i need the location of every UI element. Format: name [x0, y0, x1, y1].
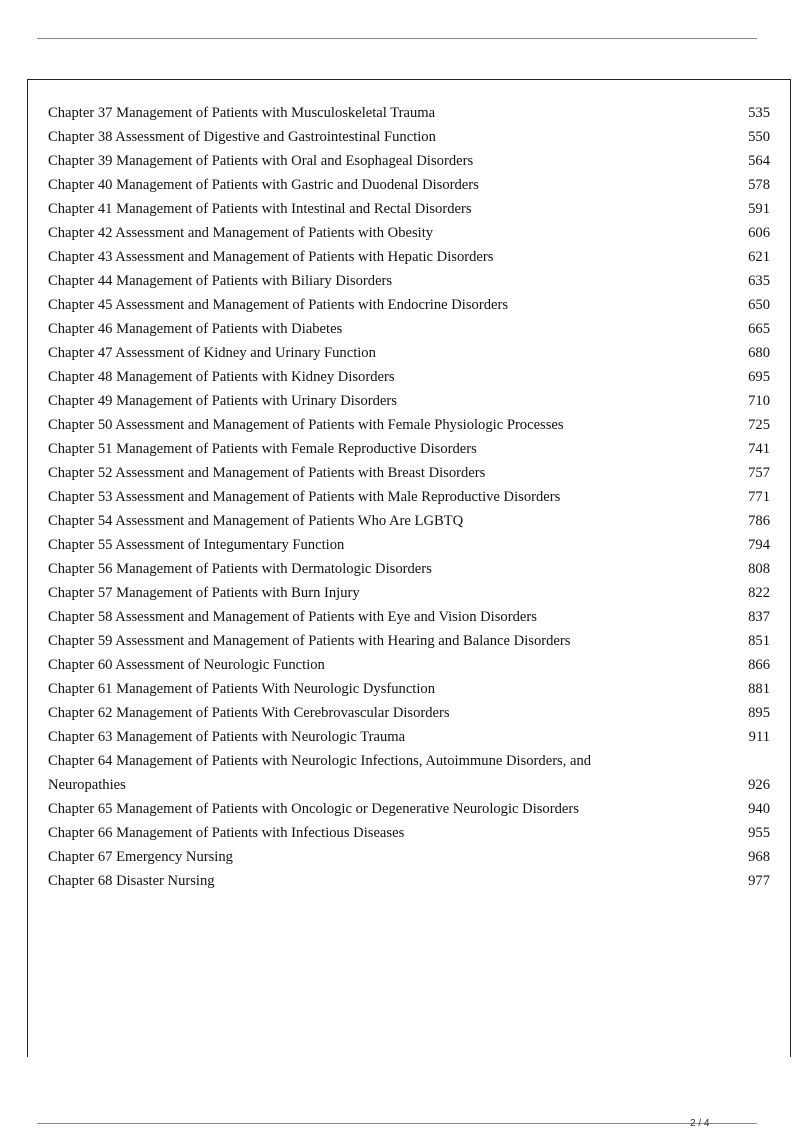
toc-row[interactable] — [48, 245, 770, 269]
toc-title: Chapter 47 Assessment of Kidney and Urinary Function — [48, 345, 376, 361]
toc-title: Chapter 63 Management of Patients with Neurologic Trauma — [48, 729, 406, 745]
toc-row[interactable] — [48, 797, 770, 821]
toc-title: Chapter 67 Emergency Nursing — [48, 849, 233, 865]
toc-title: Chapter 56 Management of Patients with Dermatologic Disorders — [48, 561, 432, 577]
toc-page-number: 786 — [748, 513, 770, 529]
toc-page-number: 591 — [748, 201, 770, 217]
toc-page-number: 710 — [748, 393, 770, 409]
toc-row[interactable] — [48, 341, 770, 365]
toc-page-number: 837 — [748, 609, 770, 625]
toc-row[interactable] — [48, 173, 770, 197]
toc-title: Chapter 60 Assessment of Neurologic Function — [48, 657, 325, 673]
toc-row[interactable] — [48, 749, 770, 797]
toc-title: Chapter 68 Disaster Nursing — [48, 873, 215, 889]
toc-title: Chapter 59 Assessment and Management of Patients with Hearing and Balance Disorders — [48, 633, 571, 649]
toc-title: Chapter 55 Assessment of Integumentary Function — [48, 537, 345, 553]
toc-row[interactable] — [48, 653, 770, 677]
toc-page-number: 881 — [748, 681, 770, 697]
toc-row[interactable] — [48, 725, 770, 749]
toc-title: Chapter 37 Management of Patients with Musculoskeletal Trauma — [48, 105, 436, 121]
toc-row[interactable] — [48, 413, 770, 437]
toc-page-number: 955 — [748, 825, 770, 841]
toc-row[interactable] — [48, 221, 770, 245]
toc-title: Chapter 53 Assessment and Management of Patients with Male Reproductive Disorders — [48, 489, 561, 505]
toc-page-number: 940 — [748, 801, 770, 817]
table-of-contents — [48, 101, 770, 893]
toc-row[interactable] — [48, 437, 770, 461]
toc-page-number: 695 — [748, 369, 770, 385]
toc-page-number: 665 — [748, 321, 770, 337]
toc-title: Chapter 50 Assessment and Management of Patients with Female Physiologic Processes — [48, 417, 564, 433]
toc-title: Chapter 42 Assessment and Management of Patients with Obesity — [48, 225, 434, 241]
footer-rule — [37, 1123, 757, 1124]
toc-row[interactable] — [48, 629, 770, 653]
toc-row[interactable] — [48, 677, 770, 701]
toc-row[interactable] — [48, 389, 770, 413]
toc-row[interactable] — [48, 461, 770, 485]
toc-row[interactable] — [48, 197, 770, 221]
toc-title: Chapter 66 Management of Patients with Infectious Diseases — [48, 825, 405, 841]
toc-page-number: 926 — [748, 777, 770, 793]
toc-row[interactable] — [48, 269, 770, 293]
toc-title: Chapter 46 Management of Patients with Diabetes — [48, 321, 343, 337]
toc-page-number: 621 — [748, 249, 770, 265]
toc-title: Chapter 38 Assessment of Digestive and Gastrointestinal Function — [48, 129, 436, 145]
toc-page-number: 968 — [748, 849, 770, 865]
toc-row[interactable] — [48, 101, 770, 125]
toc-page-number: 741 — [748, 441, 770, 457]
toc-row[interactable] — [48, 605, 770, 629]
toc-page-number: 680 — [748, 345, 770, 361]
toc-page-number: 771 — [748, 489, 770, 505]
toc-row[interactable] — [48, 701, 770, 725]
toc-row[interactable] — [48, 365, 770, 389]
toc-title: Chapter 58 Assessment and Management of Patients with Eye and Vision Disorders — [48, 609, 537, 625]
toc-page-number: 725 — [748, 417, 770, 433]
toc-page-number: 911 — [748, 729, 770, 745]
toc-row[interactable] — [48, 845, 770, 869]
toc-page-number: 794 — [748, 537, 770, 553]
toc-row[interactable] — [48, 821, 770, 845]
toc-page-number: 866 — [748, 657, 770, 673]
toc-title: Chapter 40 Management of Patients with Gastric and Duodenal Disorders — [48, 177, 479, 193]
toc-page-number: 851 — [748, 633, 770, 649]
toc-title: Chapter 57 Management of Patients with Burn Injury — [48, 585, 360, 601]
toc-page-number: 550 — [748, 129, 770, 145]
toc-page-number: 635 — [748, 273, 770, 289]
toc-page-number: 535 — [748, 105, 770, 121]
toc-title: Chapter 43 Assessment and Management of Patients with Hepatic Disorders — [48, 249, 494, 265]
toc-row[interactable] — [48, 509, 770, 533]
toc-title: Chapter 39 Management of Patients with Oral and Esophageal Disorders — [48, 153, 474, 169]
toc-title: Chapter 41 Management of Patients with Intestinal and Rectal Disorders — [48, 201, 472, 217]
toc-title: Chapter 65 Management of Patients with Oncologic or Degenerative Neurologic Disorders — [48, 801, 579, 817]
toc-title: Chapter 64 Management of Patients with Neurologic Infections, Autoimmune Disorders, and Neuropathies — [48, 753, 592, 793]
toc-title: Chapter 52 Assessment and Management of Patients with Breast Disorders — [48, 465, 486, 481]
toc-row[interactable] — [48, 317, 770, 341]
toc-page-number: 606 — [748, 225, 770, 241]
toc-page-number: 822 — [748, 585, 770, 601]
toc-title: Chapter 51 Management of Patients with Female Reproductive Disorders — [48, 441, 477, 457]
toc-row[interactable] — [48, 533, 770, 557]
toc-row[interactable] — [48, 125, 770, 149]
toc-title: Chapter 44 Management of Patients with Biliary Disorders — [48, 273, 393, 289]
toc-page-number: 808 — [748, 561, 770, 577]
toc-title: Chapter 48 Management of Patients with Kidney Disorders — [48, 369, 395, 385]
toc-page-number: 895 — [748, 705, 770, 721]
toc-title: Chapter 54 Assessment and Management of Patients Who Are LGBTQ — [48, 513, 464, 529]
toc-page-number: 578 — [748, 177, 770, 193]
header-rule — [37, 38, 757, 39]
toc-page-number: 757 — [748, 465, 770, 481]
toc-page-number: 650 — [748, 297, 770, 313]
toc-row[interactable] — [48, 485, 770, 509]
toc-title: Chapter 62 Management of Patients With Cerebrovascular Disorders — [48, 705, 450, 721]
toc-title: Chapter 45 Assessment and Management of Patients with Endocrine Disorders — [48, 297, 509, 313]
toc-page-number: 564 — [748, 153, 770, 169]
toc-row[interactable] — [48, 557, 770, 581]
toc-title: Chapter 49 Management of Patients with Urinary Disorders — [48, 393, 397, 409]
toc-row[interactable] — [48, 581, 770, 605]
toc-page-number: 977 — [748, 873, 770, 889]
toc-row[interactable] — [48, 149, 770, 173]
toc-row[interactable] — [48, 869, 770, 893]
toc-title: Chapter 61 Management of Patients With Neurologic Dysfunction — [48, 681, 436, 697]
page-number: 2 / 4 — [690, 1118, 710, 1129]
toc-row[interactable] — [48, 293, 770, 317]
